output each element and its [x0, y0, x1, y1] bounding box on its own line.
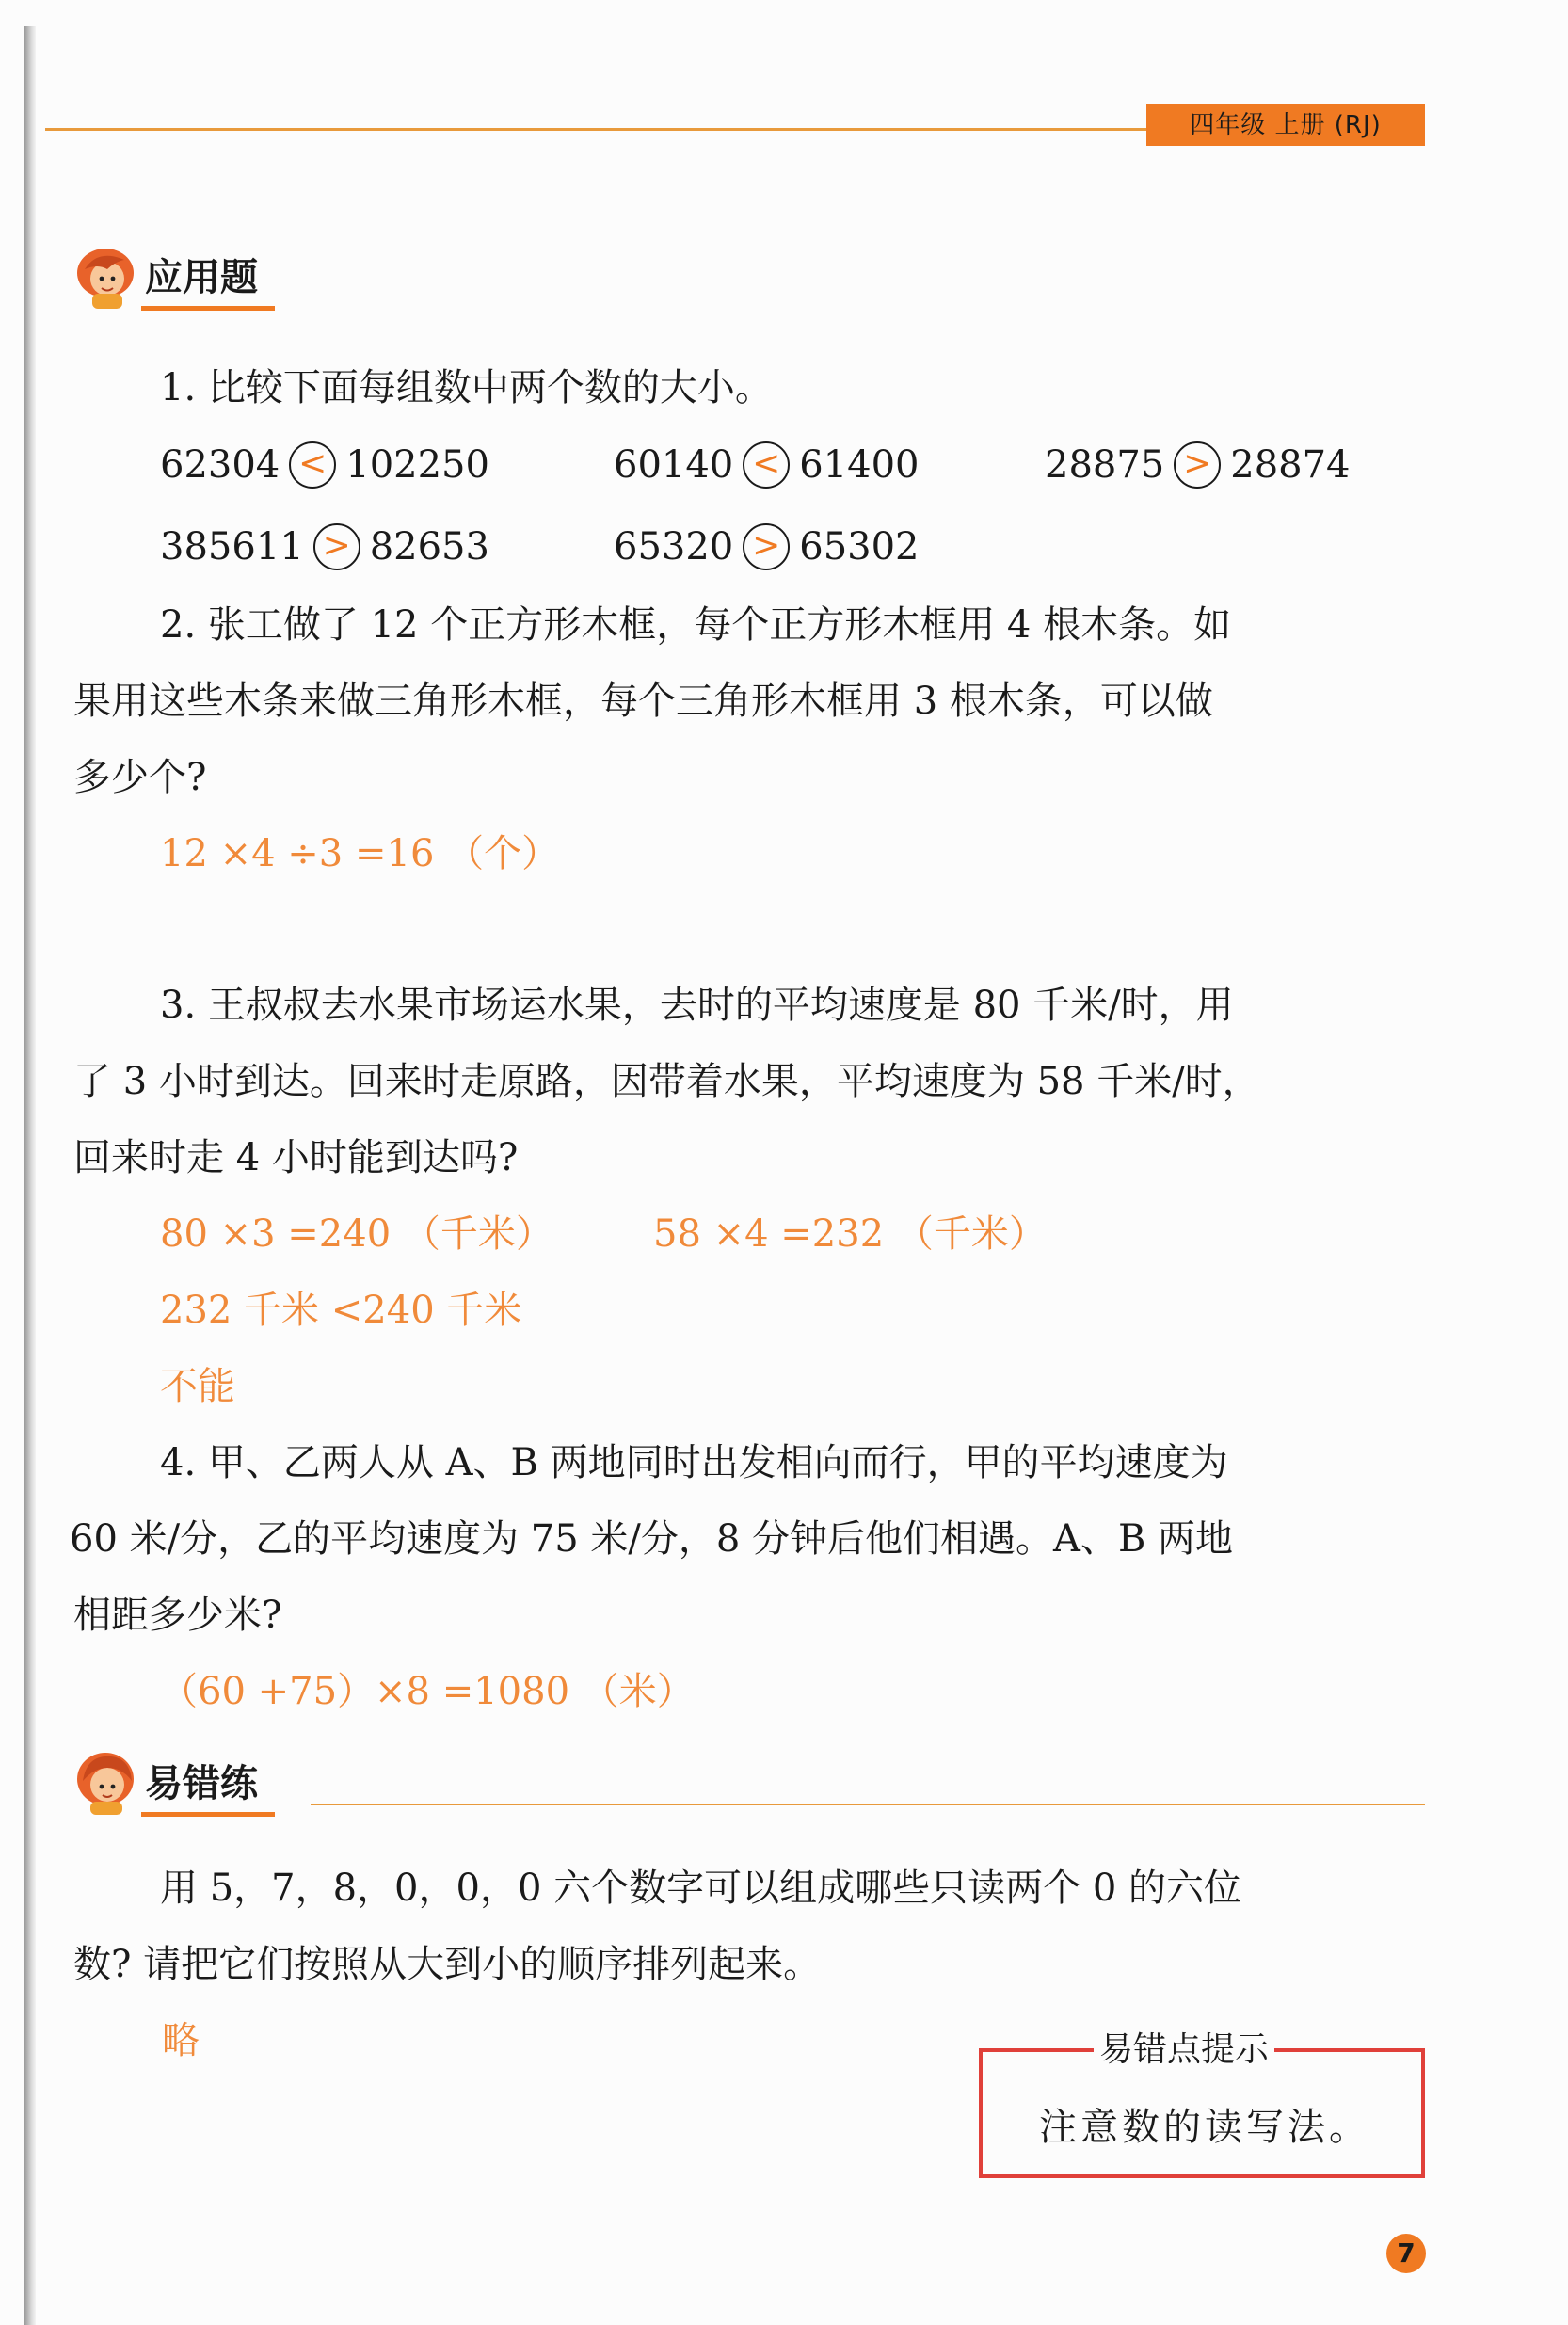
binding-edge [24, 26, 36, 2325]
comparison-left: 65320 [614, 525, 734, 569]
section-label: 应用题 [141, 253, 275, 311]
hint-title: 易错点提示 [1094, 2028, 1274, 2073]
q1-prompt: 1. 比较下面每组数中两个数的大小。 [160, 366, 773, 409]
section-title-applied [70, 241, 275, 311]
boy-mascot-icon [70, 241, 141, 311]
q2-text-line: 多少个? [73, 756, 207, 799]
comparison-item [614, 439, 920, 491]
header-rule [45, 128, 1146, 131]
q2-text-line: 2. 张工做了 12 个正方形木框，每个正方形木框用 4 根木条。如 [160, 603, 1232, 647]
q3-text-line: 了 3 小时到达。回来时走原路，因带着水果，平均速度为 58 千米/时， [73, 1060, 1260, 1103]
comparison-left: 60140 [614, 443, 734, 487]
q2-answer: 12 ×4 ÷3 =16 （个） [160, 832, 560, 875]
section-label: 易错练 [141, 1759, 275, 1817]
comparison-sign: < [743, 441, 790, 489]
q3-answer-distance-out: 80 ×3 =240 （千米） [160, 1212, 553, 1256]
mistake-question-line: 用 5，7，8，0，0，0 六个数字可以组成哪些只读两个 0 的六位 [160, 1867, 1242, 1910]
section-title-mistakes [70, 1747, 275, 1817]
comparison-left: 28875 [1045, 443, 1165, 487]
girl-mascot-icon [70, 1747, 141, 1817]
comparison-item [160, 439, 489, 491]
q3-answer-conclusion: 不能 [160, 1365, 235, 1408]
q2-text-line: 果用这些木条来做三角形木框，每个三角形木框用 3 根木条，可以做 [73, 680, 1213, 723]
comparison-right: 28874 [1230, 443, 1351, 487]
q3-answer-compare: 232 千米 <240 千米 [160, 1289, 522, 1332]
comparison-left: 385611 [160, 525, 304, 569]
comparison-sign: < [289, 441, 336, 489]
q3-text-line: 回来时走 4 小时能到达吗? [73, 1136, 519, 1179]
comparison-item [1045, 439, 1351, 491]
comparison-left: 62304 [160, 443, 280, 487]
comparison-item [160, 521, 489, 573]
comparison-right: 65302 [799, 525, 920, 569]
q3-text-line: 3. 王叔叔去水果市场运水果，去时的平均速度是 80 千米/时，用 [160, 984, 1234, 1027]
comparison-right: 102250 [345, 443, 489, 487]
hint-body: 注意数的读写法。 [1039, 2106, 1370, 2149]
section-rule [311, 1804, 1425, 1805]
comparison-sign: > [1174, 441, 1221, 489]
q4-text-line: 相距多少米? [73, 1594, 282, 1637]
q3-answer-distance-back: 58 ×4 =232 （千米） [653, 1212, 1047, 1256]
mistake-question-line: 数? 请把它们按照从大到小的顺序排列起来。 [73, 1943, 822, 1986]
mistake-answer: 略 [162, 2019, 200, 2062]
comparison-item [614, 521, 920, 573]
comparison-right: 82653 [369, 525, 489, 569]
comparison-right: 61400 [799, 443, 920, 487]
comparison-sign: > [743, 523, 790, 570]
q4-text-line: 60 米/分，乙的平均速度为 75 米/分，8 分钟后他们相遇。A、B 两地 [70, 1517, 1234, 1561]
q4-answer: （60 +75）×8 =1080 （米） [160, 1670, 695, 1713]
q4-text-line: 4. 甲、乙两人从 A、B 两地同时出发相向而行，甲的平均速度为 [160, 1441, 1228, 1484]
mistake-hint-box [979, 2030, 1425, 2178]
comparison-sign: > [313, 523, 360, 570]
grade-badge: 四年级 上册 (RJ) [1146, 104, 1425, 146]
page-number: 7 [1386, 2234, 1426, 2273]
